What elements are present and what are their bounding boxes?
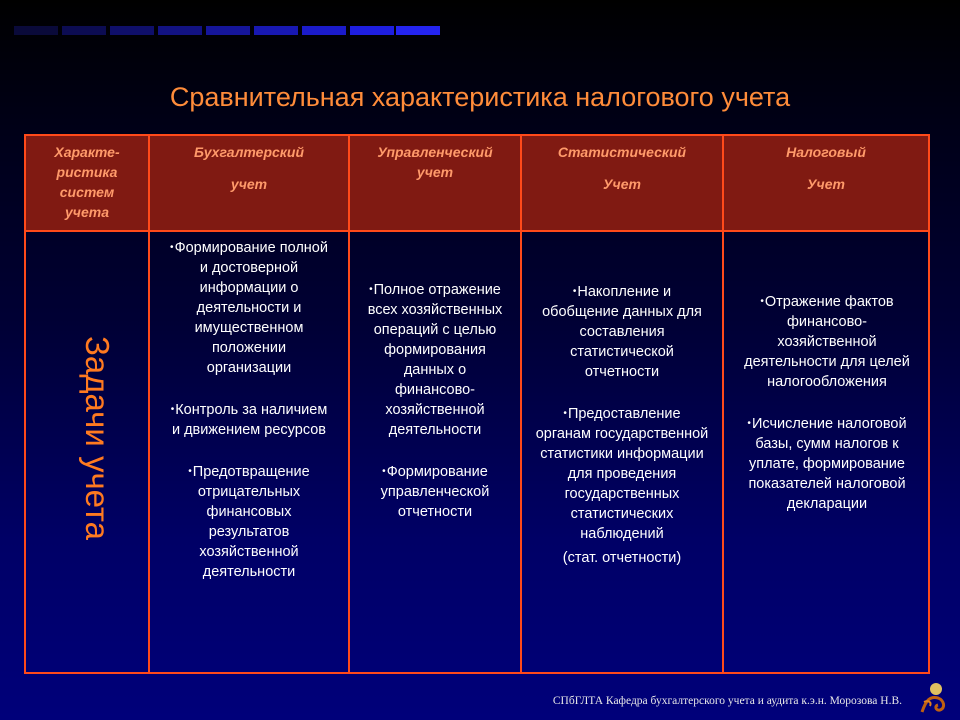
header-accounting: Бухгалтерский учет [193,144,304,192]
list-item: •Контроль за наличием и движением ресурсов [170,402,328,438]
decor-bar [62,26,106,35]
decor-bar [350,26,394,35]
column-divider [520,136,522,672]
list-item: •Формирование управленческой отчетности [380,464,490,520]
list-item: •Предотвращение отрицательных финансовых результатов хозяйственной деятельности [188,464,310,580]
list-item: •Формирование полной и достоверной информации о деятельности и имущественном положении организации [170,240,328,376]
column-statistical-tasks [534,282,710,590]
list-item: •Предоставление органам государственной статистики информации для проведения государственных статистических наблюдений [535,406,709,542]
header-statistical: Статистический Учет [557,144,687,192]
list-item: •Отражение фактов финансово-хозяйственной деятельности для целей налогообложения [744,294,910,390]
column-accounting-tasks [170,238,328,604]
column-divider [348,136,350,672]
header-divider [26,230,928,232]
comparison-table [24,134,930,674]
department-logo [916,680,950,716]
list-item: •Исчисление налоговой базы, сумм налогов к уплате, формирование показателей налоговой декларации [747,416,907,512]
slide-title: Сравнительная характеристика налогового учета [169,82,791,112]
list-item: •Полное отражение всех хозяйственных операций с целью формирования данных о финансово-хозяйственной деятельности [367,282,503,438]
decor-bar [110,26,154,35]
list-item: (стат. отчетности) [562,550,682,566]
row-label-tasks: Задачи учета [79,336,116,541]
column-divider [148,136,150,672]
decor-bar [254,26,298,35]
column-tax-tasks [738,292,916,536]
header-tax: Налоговый Учет [786,144,866,192]
decor-bar [158,26,202,35]
decor-bar [206,26,250,35]
decor-bar [14,26,58,35]
decor-bar [396,26,440,35]
header-management: Управленческий учет [377,144,493,180]
footer-credit: СПбГЛТА Кафедра бухгалтерского учета и аудита к.э.н. Морозова Н.В. [552,695,902,707]
column-management-tasks [362,280,508,544]
list-item: •Накопление и обобщение данных для составления статистической отчетности [542,284,702,380]
decor-bar [302,26,346,35]
column-divider [722,136,724,672]
header-characteristic: Характе- ристика систем учета [54,144,120,220]
